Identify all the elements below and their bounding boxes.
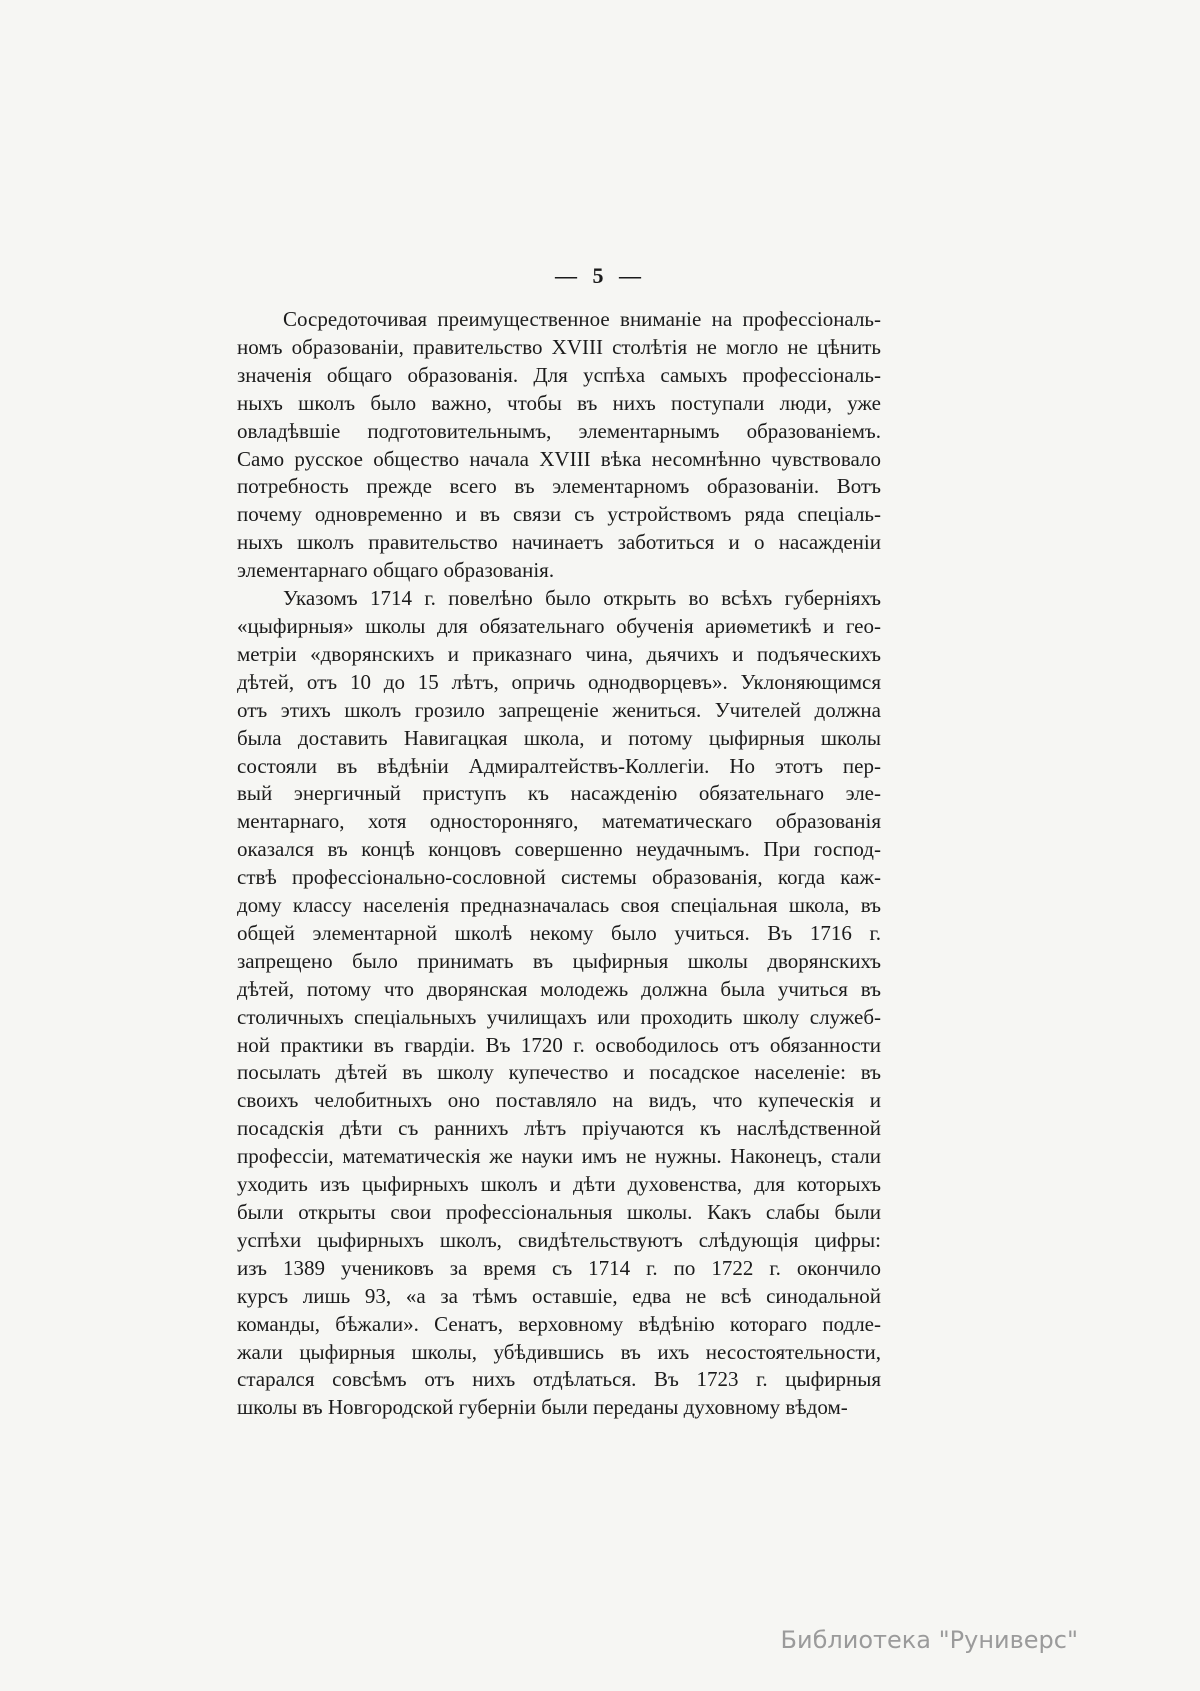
text-line: Само русское общество начала XVIII вѣка несомнѣнно чувствовало	[237, 446, 881, 471]
text-block	[237, 306, 881, 1422]
text-line: ствѣ профессіонально-сословной системы образованія, когда каж-	[237, 865, 881, 890]
text-line: ныхъ школъ было важно, чтобы въ нихъ поступали люди, уже	[237, 390, 881, 415]
watermark: Библиотека "Руниверс"	[780, 1626, 1078, 1654]
text-line: элементарнаго общаго образованія.	[237, 558, 555, 583]
text-line: номъ образованіи, правительство XVIII столѣтія не могло не цѣнить	[237, 334, 881, 359]
text-line: овладѣвшіе подготовительнымъ, элементарнымъ образованіемъ.	[237, 418, 881, 443]
text-line: курсъ лишь 93, «а за тѣмъ оставшіе, едва не всѣ синодальной	[237, 1283, 881, 1308]
text-line: Сосредоточивая преимущественное вниманіе на профессіональ-	[283, 307, 881, 331]
text-line: почему одновременно и въ связи съ устройствомъ ряда спеціаль-	[237, 502, 881, 527]
text-line: Указомъ 1714 г. повелѣно было открыть во всѣхъ губерніяхъ	[283, 586, 881, 611]
text-line: команды, бѣжали». Сенатъ, верховному вѣдѣнію котораго подле-	[237, 1311, 881, 1336]
page-number: — 5 —	[555, 263, 641, 288]
text-line: «цыфирныя» школы для обязательнаго обученія ариѳметикѣ и гео-	[237, 613, 881, 638]
text-line: столичныхъ спеціальныхъ училищахъ или проходить школу служеб-	[237, 1004, 881, 1029]
text-line: дѣтей, потому что дворянская молодежь должна была учиться въ	[237, 976, 881, 1001]
paragraph	[237, 306, 881, 585]
text-line: ной практики въ гвардіи. Въ 1720 г. освободилось отъ обязанности	[237, 1032, 881, 1057]
text-line: отъ этихъ школъ грозило запрещеніе жениться. Учителей должна	[237, 697, 881, 722]
text-line: оказался въ концѣ концовъ совершенно неудачнымъ. При господ-	[237, 837, 881, 862]
text-line: старался совсѣмъ отъ нихъ отдѣлаться. Въ 1723 г. цыфирныя	[237, 1367, 881, 1392]
text-line: метріи «дворянскихъ и приказнаго чина, дьячихъ и подъяческихъ	[237, 641, 881, 666]
text-line: школы въ Новгородской губерніи были переданы духовному вѣдом-	[237, 1395, 848, 1420]
text-line: были открыты свои профессіональныя школы. Какъ слабы были	[237, 1200, 881, 1224]
text-line: своихъ челобитныхъ оно поставляло на видъ, что купеческія и	[237, 1088, 881, 1113]
text-line: запрещено было принимать въ цыфирныя школы дворянскихъ	[237, 948, 881, 973]
text-line: дѣтей, отъ 10 до 15 лѣтъ, опричь однодворцевъ». Уклоняющимся	[237, 669, 881, 694]
text-line: посадскія дѣти съ раннихъ лѣтъ пріучаются къ наслѣдственной	[237, 1116, 881, 1141]
text-line: изъ 1389 учениковъ за время съ 1714 г. по 1722 г. окончило	[237, 1255, 881, 1280]
text-line: ментарнаго, хотя односторонняго, математическаго образованія	[237, 809, 881, 834]
text-line: успѣхи цыфирныхъ школъ, свидѣтельствуютъ слѣдующія цифры:	[237, 1227, 881, 1252]
text-line: посылать дѣтей въ школу купечество и посадское населеніе: въ	[237, 1060, 881, 1085]
text-line: уходить изъ цыфирныхъ школъ и дѣти духовенства, для которыхъ	[237, 1172, 881, 1197]
text-line: ныхъ школъ правительство начинаетъ заботиться и о насажденіи	[237, 530, 881, 555]
paragraph	[237, 585, 881, 1422]
text-line: жали цыфирныя школы, убѣдившись въ ихъ несостоятельности,	[237, 1339, 881, 1364]
text-line: вый энергичный приступъ къ насажденію обязательнаго эле-	[237, 781, 881, 806]
text-line: профессіи, математическія же науки имъ не нужны. Наконецъ, стали	[237, 1144, 881, 1169]
text-line: потребность прежде всего въ элементарномъ образованіи. Вотъ	[237, 474, 881, 499]
text-line: значенія общаго образованія. Для успѣха самыхъ профессіональ-	[237, 362, 881, 387]
text-line: состояли въ вѣдѣніи Адмиралтействъ-Коллегіи. Но этотъ пер-	[237, 753, 881, 778]
text-line: дому классу населенія предназначалась своя спеціальная школа, въ	[237, 893, 881, 918]
text-line: была доставить Навигацкая школа, и потому цыфирныя школы	[237, 725, 881, 750]
text-line: общей элементарной школѣ некому было учиться. Въ 1716 г.	[237, 920, 881, 945]
